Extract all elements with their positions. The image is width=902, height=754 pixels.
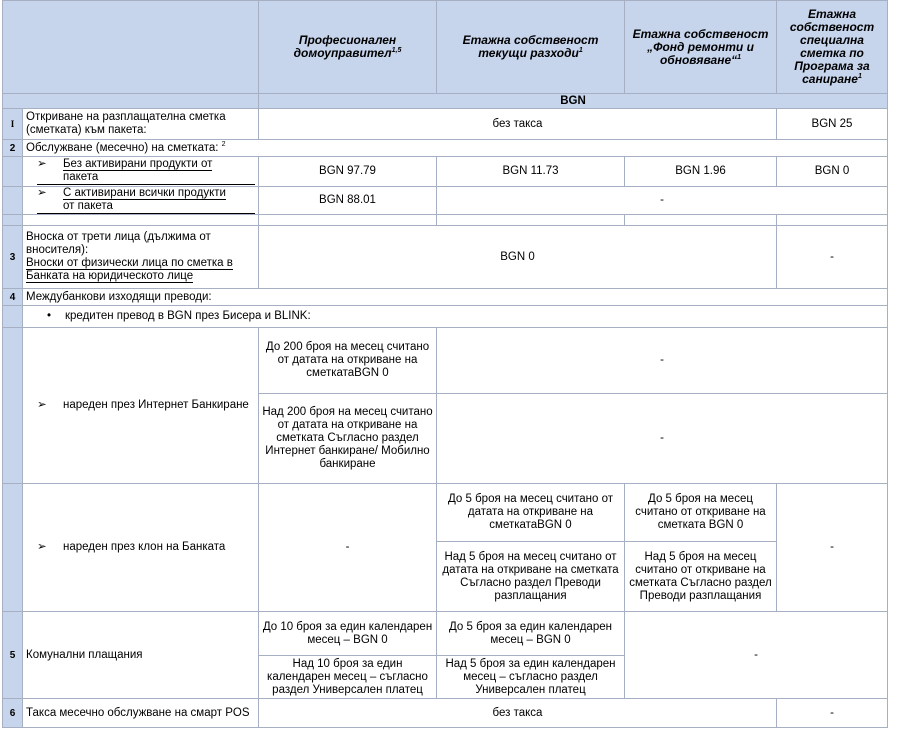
row-number-blank bbox=[3, 328, 23, 484]
row-label: Обслужване (месечно) на сметката: $^2$ bbox=[23, 140, 888, 157]
fee-value: BGN 0 bbox=[259, 226, 777, 289]
arrow-bullet-icon: ➢ bbox=[37, 187, 47, 199]
fee-tier: До 5 броя за един календарен месец – BGN 0 bbox=[437, 612, 625, 656]
fee-tier: Над 200 броя на месец считано от датата на откриване на сметката Съгласно раздел Интернет банкиране/ Мобилно банкиране bbox=[259, 394, 437, 484]
sub-row-label: ➢ С активирани всички продукти от пакета bbox=[23, 187, 259, 215]
fee-value: - bbox=[437, 328, 888, 394]
fee-value: - bbox=[777, 484, 888, 612]
sub-row-label: • кредитен превод в BGN през Бисера и BLINK: bbox=[23, 306, 888, 328]
currency-row-blank bbox=[3, 94, 259, 109]
row-number-blank bbox=[3, 215, 23, 226]
header-repair-fund: Етажна собственост „Фонд ремонти и обновяване“$^1$ bbox=[625, 1, 777, 94]
sub-row-label: ➢ нареден през Интернет Банкиране bbox=[23, 328, 259, 484]
spacer-cell bbox=[777, 215, 888, 226]
row-number: 4 bbox=[3, 289, 23, 306]
row-number: 3 bbox=[3, 226, 23, 289]
spacer-cell bbox=[23, 215, 259, 226]
fee-value: - bbox=[625, 612, 888, 699]
fee-value: BGN 11.73 bbox=[437, 157, 625, 187]
currency-label: BGN bbox=[259, 94, 888, 109]
fee-value: BGN 88.01 bbox=[259, 187, 437, 215]
fee-value: BGN 0 bbox=[777, 157, 888, 187]
fee-value: - bbox=[259, 484, 437, 612]
fee-value: без такса bbox=[259, 699, 777, 728]
row-number-blank bbox=[3, 157, 23, 187]
fee-tier: Над 5 броя за един календарен месец – съгласно раздел Универсален платец bbox=[437, 656, 625, 699]
row-account-servicing bbox=[3, 140, 888, 157]
row-utility-payments-tier1 bbox=[3, 612, 888, 656]
header-current-expenses: Етажна собственост текущи разходи$^1$ bbox=[437, 1, 625, 94]
fee-value: BGN 25 bbox=[777, 109, 888, 140]
arrow-bullet-icon: ➢ bbox=[37, 399, 47, 411]
row-interbank-transfers bbox=[3, 289, 888, 306]
row-number: 2 bbox=[3, 140, 23, 157]
fee-value: без такса bbox=[259, 109, 777, 140]
spacer-row bbox=[3, 215, 888, 226]
sub-row-label: ➢ нареден през клон на Банката bbox=[23, 484, 259, 612]
header-corner bbox=[3, 1, 259, 94]
fee-tier: До 200 броя на месец считано от датата на откриване на сметкатаBGN 0 bbox=[259, 328, 437, 394]
fee-value: - bbox=[437, 187, 888, 215]
header-professional-manager: Професионален домоуправител$^{1,5}$ bbox=[259, 1, 437, 94]
fee-value: - bbox=[777, 699, 888, 728]
row-number: I bbox=[3, 109, 23, 140]
dot-bullet-icon: • bbox=[47, 310, 52, 322]
row-label: Такса месечно обслужване на смарт POS bbox=[23, 699, 259, 728]
spacer-cell bbox=[625, 215, 777, 226]
fee-tier: Над 5 броя на месец считано от откриване на сметката Съгласно раздел Преводи разплащания bbox=[625, 542, 777, 612]
header-renovation-account: Етажна собственост специална сметка по Програма за саниране$^1$ bbox=[777, 1, 888, 94]
fee-tier: До 5 броя на месец считано от откриване на сметката BGN 0 bbox=[625, 484, 777, 542]
header-row bbox=[3, 1, 888, 94]
fee-value: BGN 97.79 bbox=[259, 157, 437, 187]
fee-tier: До 5 броя на месец считано от датата на откриване на сметкатаBGN 0 bbox=[437, 484, 625, 542]
row-servicing-no-products bbox=[3, 157, 888, 187]
row-number: 6 bbox=[3, 699, 23, 728]
fee-tier: Над 10 броя за един календарен месец – съгласно раздел Универсален платец bbox=[259, 656, 437, 699]
sub-row-label: ➢ Без активирани продукти от пакета bbox=[23, 157, 259, 187]
currency-row bbox=[3, 94, 888, 109]
row-third-party-deposit bbox=[3, 226, 888, 289]
fee-tier: До 10 броя за един календарен месец – BGN 0 bbox=[259, 612, 437, 656]
row-number-blank bbox=[3, 306, 23, 328]
row-servicing-all-products bbox=[3, 187, 888, 215]
row-internet-banking-tier1 bbox=[3, 328, 888, 394]
row-label: Комунални плащания bbox=[23, 612, 259, 699]
row-number-blank bbox=[3, 187, 23, 215]
row-label: Откриване на разплащателна сметка (сметката) към пакета: bbox=[23, 109, 259, 140]
fee-tier: Над 5 броя на месец считано от датата на откриване на сметката Съгласно раздел Преводи разплащания bbox=[437, 542, 625, 612]
spacer-cell bbox=[437, 215, 625, 226]
row-number: 5 bbox=[3, 612, 23, 699]
row-label: Междубанкови изходящи преводи: bbox=[23, 289, 888, 306]
arrow-bullet-icon: ➢ bbox=[37, 158, 47, 170]
row-label: Вноска от трети лица (дължима от вносителя): Вноски от физически лица по сметка в Банката на юридическото лице bbox=[23, 226, 259, 289]
row-branch-tier1 bbox=[3, 484, 888, 542]
tariff-table bbox=[2, 0, 888, 728]
fee-value: BGN 1.96 bbox=[625, 157, 777, 187]
arrow-bullet-icon: ➢ bbox=[37, 541, 47, 553]
row-credit-transfer-bgn bbox=[3, 306, 888, 328]
fee-value: - bbox=[437, 394, 888, 484]
row-number-blank bbox=[3, 484, 23, 612]
row-smart-pos bbox=[3, 699, 888, 728]
spacer-cell bbox=[259, 215, 437, 226]
row-account-opening bbox=[3, 109, 888, 140]
fee-value: - bbox=[777, 226, 888, 289]
